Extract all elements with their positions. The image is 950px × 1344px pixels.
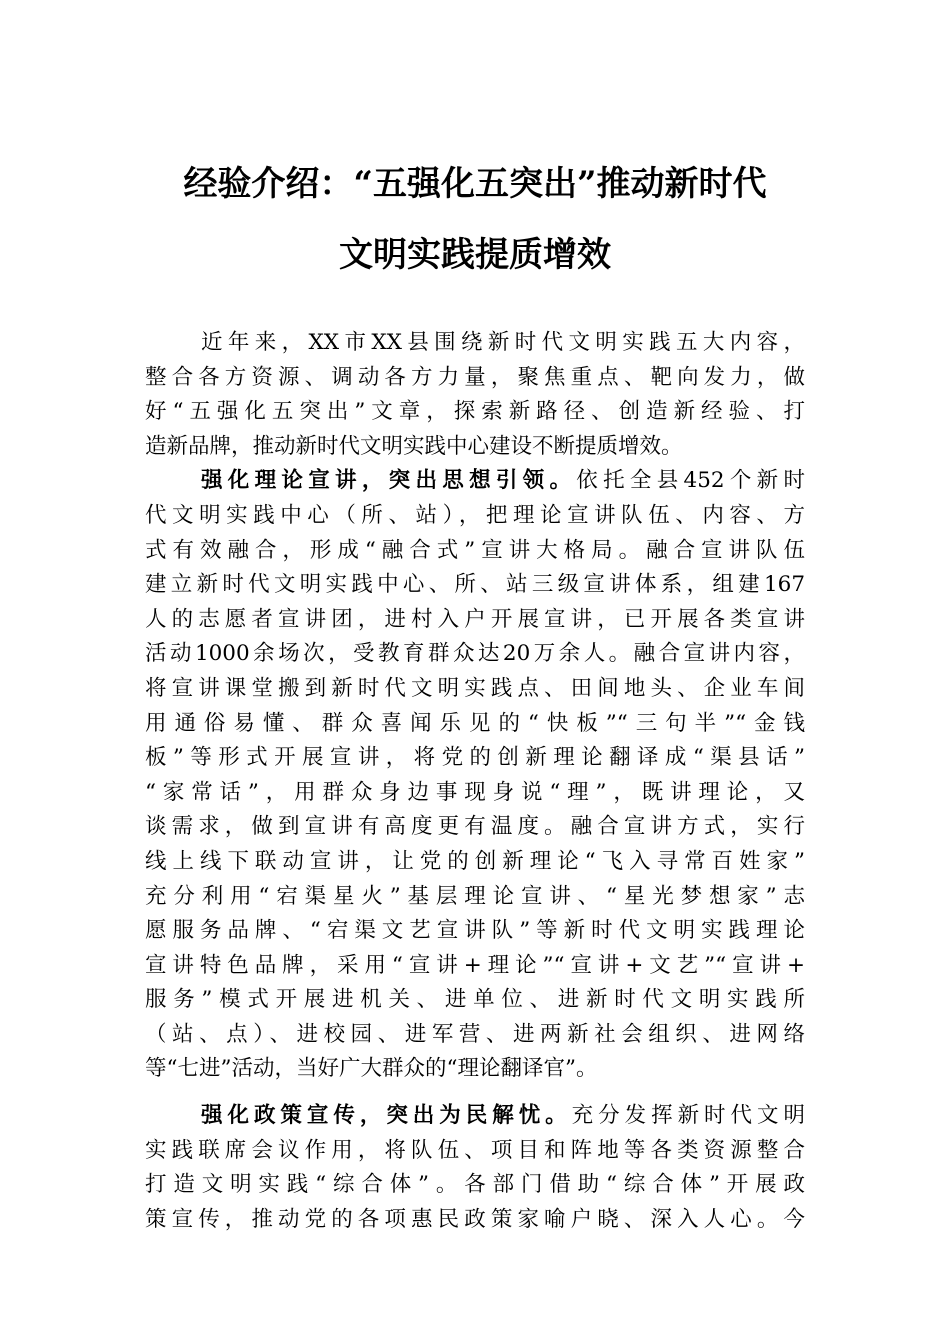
paragraph-line: 谈需求，做到宣讲有高度更有温度。融合宣讲方式，实行 [145,814,805,840]
paragraph-gap [145,1087,805,1099]
paragraph-line: 等“七进”活动，当好广大群众的“理论翻译官”。 [145,1056,598,1082]
paragraph-line: 人的志愿者宣讲团，进村入户开展宣讲，已开展各类宣讲 [145,606,805,632]
paragraph-line: 充分利用“宕渠星火”基层理论宣讲、“星光梦想家”志 [145,883,805,909]
paragraph-line: 建立新时代文明实践中心、所、站三级宣讲体系，组建167 [145,572,805,598]
paragraph-line: 活动1000余场次，受教育群众达20万余人。融合宣讲内容， [145,641,805,667]
paragraph-line: 代文明实践中心（所、站），把理论宣讲队伍、内容、方 [145,502,805,528]
paragraph-line [145,464,805,499]
document-body [145,326,805,1237]
title-line-2: 文明实践提质增效 [339,235,611,275]
paragraph-line: 近年来，XX市XX县围绕新时代文明实践五大内容， [201,330,805,355]
paragraph-lead-heading: 强化理论宣讲，突出思想引领。 [201,468,577,494]
paragraph-line: 服务”模式开展进机关、进单位、进新时代文明实践所 [145,987,805,1013]
paragraph-line [145,1099,805,1134]
title-line-1: 经验介绍：“五强化五突出”推动新时代 [183,164,767,204]
paragraph-line: 式有效融合，形成“融合式”宣讲大格局。融合宣讲队伍 [145,537,805,563]
paragraph-line: 板”等形式开展宣讲，将党的创新理论翻译成“渠县话” [145,745,805,771]
paragraph-line: 造新品牌，推动新时代文明实践中心建设不断提质增效。 [145,433,683,459]
paragraph-text: 充分发挥新时代文明 [571,1103,805,1129]
paragraph-text: 依托全县452个新时 [576,468,805,494]
paragraph-line: 打造文明实践“综合体”。各部门借助“综合体”开展政 [145,1172,805,1198]
paragraph-line: 策宣传，推动党的各项惠民政策家喻户晓、深入人心。今 [145,1206,805,1232]
paragraph-line: 线上线下联动宣讲，让党的创新理论“飞入寻常百姓家” [145,848,805,874]
paragraph-line: 好“五强化五突出”文章，探索新路径、创造新经验、打 [145,399,805,425]
paragraph-lead-heading: 强化政策宣传，突出为民解忧。 [201,1103,572,1129]
paragraph-line: 实践联席会议作用，将队伍、项目和阵地等各类资源整合 [145,1137,805,1163]
paragraph-line: 愿服务品牌、“宕渠文艺宣讲队”等新时代文明实践理论 [145,918,805,944]
paragraph-line: 将宣讲课堂搬到新时代文明实践点、田间地头、企业车间 [145,675,805,701]
paragraph-line: 整合各方资源、调动各方力量，聚焦重点、靶向发力，做 [145,364,805,390]
paragraph-line: 宣讲特色品牌，采用“宣讲+理论”“宣讲+文艺”“宣讲+ [145,952,805,978]
paragraph-line: （站、点）、进校园、进军营、进两新社会组织、进网络 [145,1021,805,1047]
paragraph-line: 用通俗易懂、群众喜闻乐见的“快板”“三句半”“金钱 [145,710,805,736]
paragraph-line: “家常话”，用群众身边事现身说“理”，既讲理论，又 [145,779,805,805]
